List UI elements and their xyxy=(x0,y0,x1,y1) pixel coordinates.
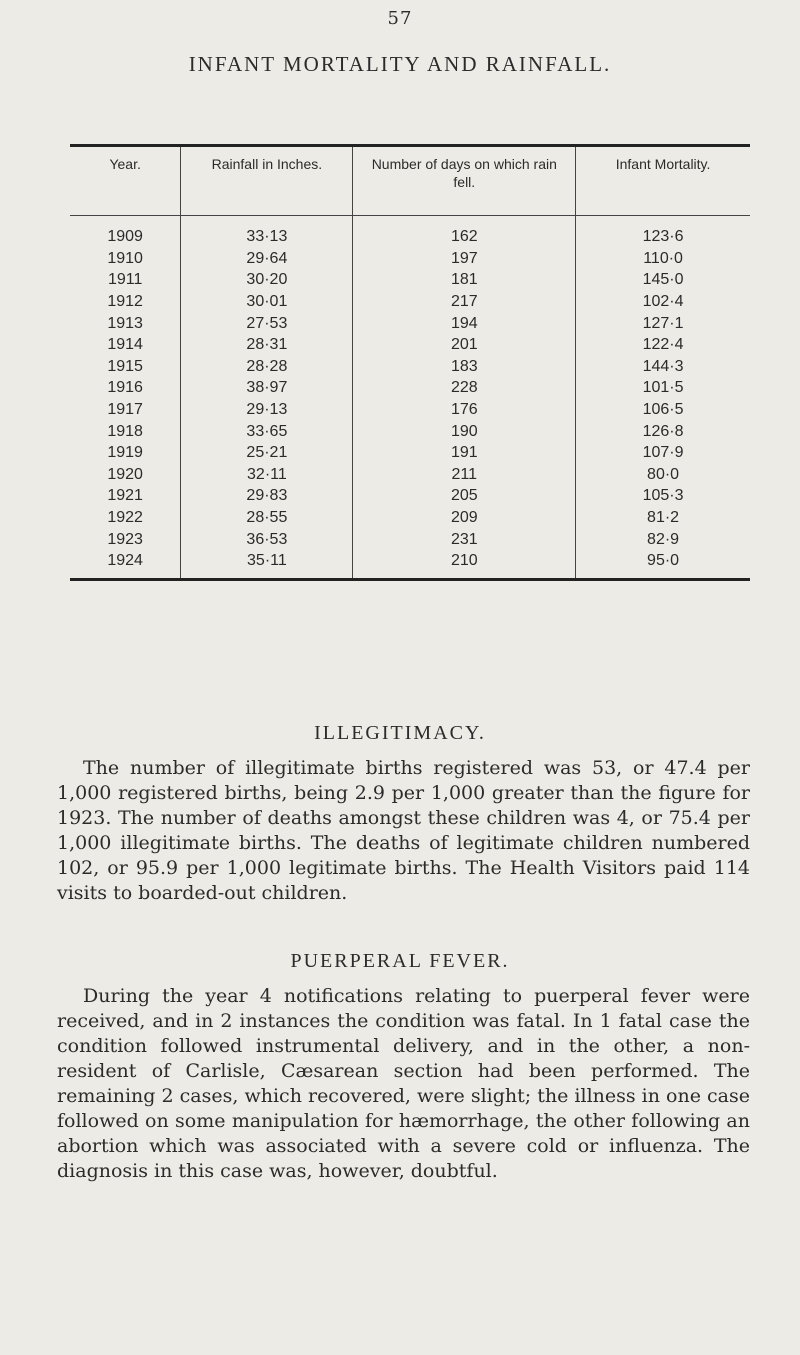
cell-rainfall: 33·13 xyxy=(181,216,353,248)
table-row xyxy=(70,507,750,529)
table-row xyxy=(70,216,750,248)
cell-rain-days: 183 xyxy=(353,356,576,378)
cell-mortality: 127·1 xyxy=(576,312,750,334)
cell-mortality: 95·0 xyxy=(576,550,750,579)
cell-year: 1916 xyxy=(107,379,143,397)
puerperal-fever-heading: PUERPERAL FEVER. xyxy=(290,950,510,972)
cell-rainfall: 30·20 xyxy=(181,269,353,291)
cell-rainfall: 25·21 xyxy=(181,442,353,464)
cell-mortality: 122·4 xyxy=(576,334,750,356)
header-year: Year. xyxy=(70,146,181,216)
cell-rainfall: 29·83 xyxy=(181,485,353,507)
cell-rainfall: 35·11 xyxy=(181,550,353,579)
puerperal-fever-paragraph: During the year 4 notifications relating to puerperal fever were received, and in 2 instances the condition was fatal. In 1 fatal case the condition followed instrumental delivery, and in the other, a non-resident of Carlisle, Cæsarean section had been performed. The remaining 2 cases, which recovered, were slight; the illness in one case followed on some manipulation for hæmorrhage, the other following an abortion which was associated with a severe cold or influenza. The diagnosis in this case was, however, doubtful. xyxy=(57,985,750,1182)
header-rainfall: Rainfall in Inches. xyxy=(181,146,353,216)
cell-year: 1911 xyxy=(107,271,143,289)
cell-year: 1910 xyxy=(107,249,143,267)
cell-rainfall: 36·53 xyxy=(181,528,353,550)
table-row xyxy=(70,528,750,550)
cell-year: 1918 xyxy=(107,422,143,440)
cell-year: 1909 xyxy=(107,228,143,246)
cell-mortality: 144·3 xyxy=(576,356,750,378)
cell-mortality: 107·9 xyxy=(576,442,750,464)
illegitimacy-paragraph: The number of illegitimate births registered was 53, or 47.4 per 1,000 registered births, being 2.9 per 1,000 greater than the figure for 1923. The number of deaths amongst these children was 4, or 75.4 per 1,000 illegitimate births. The deaths of legitimate children numbered 102, or 95.9 per 1,000 legitimate births. The Health Visitors paid 114 visits to boarded-out children. xyxy=(57,757,750,904)
cell-rain-days: 211 xyxy=(353,464,576,486)
table-row xyxy=(70,550,750,579)
table-row xyxy=(70,485,750,507)
cell-rain-days: 162 xyxy=(353,216,576,248)
cell-year: 1920 xyxy=(107,465,143,483)
page-title: INFANT MORTALITY AND RAINFALL. xyxy=(188,52,612,76)
table-row xyxy=(70,377,750,399)
cell-rainfall: 30·01 xyxy=(181,291,353,313)
table-row xyxy=(70,442,750,464)
cell-mortality: 123·6 xyxy=(576,216,750,248)
cell-rain-days: 201 xyxy=(353,334,576,356)
cell-rain-days: 205 xyxy=(353,485,576,507)
cell-rain-days: 181 xyxy=(353,269,576,291)
cell-mortality: 110·0 xyxy=(576,248,750,270)
table-row xyxy=(70,334,750,356)
cell-year: 1921 xyxy=(107,487,143,505)
cell-year: 1913 xyxy=(107,314,143,332)
table-row xyxy=(70,464,750,486)
cell-rain-days: 176 xyxy=(353,399,576,421)
cell-year: 1917 xyxy=(107,401,143,419)
cell-rain-days: 210 xyxy=(353,550,576,579)
cell-mortality: 101·5 xyxy=(576,377,750,399)
cell-mortality: 145·0 xyxy=(576,269,750,291)
cell-mortality: 81·2 xyxy=(576,507,750,529)
table-row xyxy=(70,291,750,313)
cell-rain-days: 194 xyxy=(353,312,576,334)
cell-rain-days: 217 xyxy=(353,291,576,313)
header-rain-days: Number of days on which rain fell. xyxy=(353,146,576,216)
cell-year: 1924 xyxy=(107,552,143,570)
table-row xyxy=(70,356,750,378)
cell-rainfall: 29·64 xyxy=(181,248,353,270)
cell-rainfall: 32·11 xyxy=(181,464,353,486)
cell-rain-days: 191 xyxy=(353,442,576,464)
cell-mortality: 106·5 xyxy=(576,399,750,421)
cell-rainfall: 29·13 xyxy=(181,399,353,421)
cell-rainfall: 33·65 xyxy=(181,420,353,442)
cell-mortality: 80·0 xyxy=(576,464,750,486)
cell-year: 1912 xyxy=(107,293,143,311)
infant-mortality-rainfall-table xyxy=(70,144,750,581)
cell-rain-days: 190 xyxy=(353,420,576,442)
cell-mortality: 102·4 xyxy=(576,291,750,313)
table-row xyxy=(70,269,750,291)
cell-year: 1922 xyxy=(107,509,143,527)
cell-rainfall: 27·53 xyxy=(181,312,353,334)
cell-mortality: 126·8 xyxy=(576,420,750,442)
table-row xyxy=(70,399,750,421)
cell-rain-days: 209 xyxy=(353,507,576,529)
page-number: 57 xyxy=(387,8,413,29)
cell-rainfall: 38·97 xyxy=(181,377,353,399)
cell-rain-days: 228 xyxy=(353,377,576,399)
cell-rainfall: 28·55 xyxy=(181,507,353,529)
cell-rain-days: 197 xyxy=(353,248,576,270)
cell-year: 1919 xyxy=(107,444,143,462)
cell-rainfall: 28·31 xyxy=(181,334,353,356)
illegitimacy-heading: ILLEGITIMACY. xyxy=(314,722,486,744)
cell-rainfall: 28·28 xyxy=(181,356,353,378)
cell-year: 1915 xyxy=(107,357,143,375)
cell-mortality: 105·3 xyxy=(576,485,750,507)
cell-rain-days: 231 xyxy=(353,528,576,550)
table-header-row xyxy=(70,146,750,216)
cell-year: 1923 xyxy=(107,530,143,548)
table-row xyxy=(70,420,750,442)
table-row xyxy=(70,312,750,334)
cell-mortality: 82·9 xyxy=(576,528,750,550)
cell-year: 1914 xyxy=(107,336,143,354)
table-row xyxy=(70,248,750,270)
header-infant-mortality: Infant Mortality. xyxy=(576,146,750,216)
